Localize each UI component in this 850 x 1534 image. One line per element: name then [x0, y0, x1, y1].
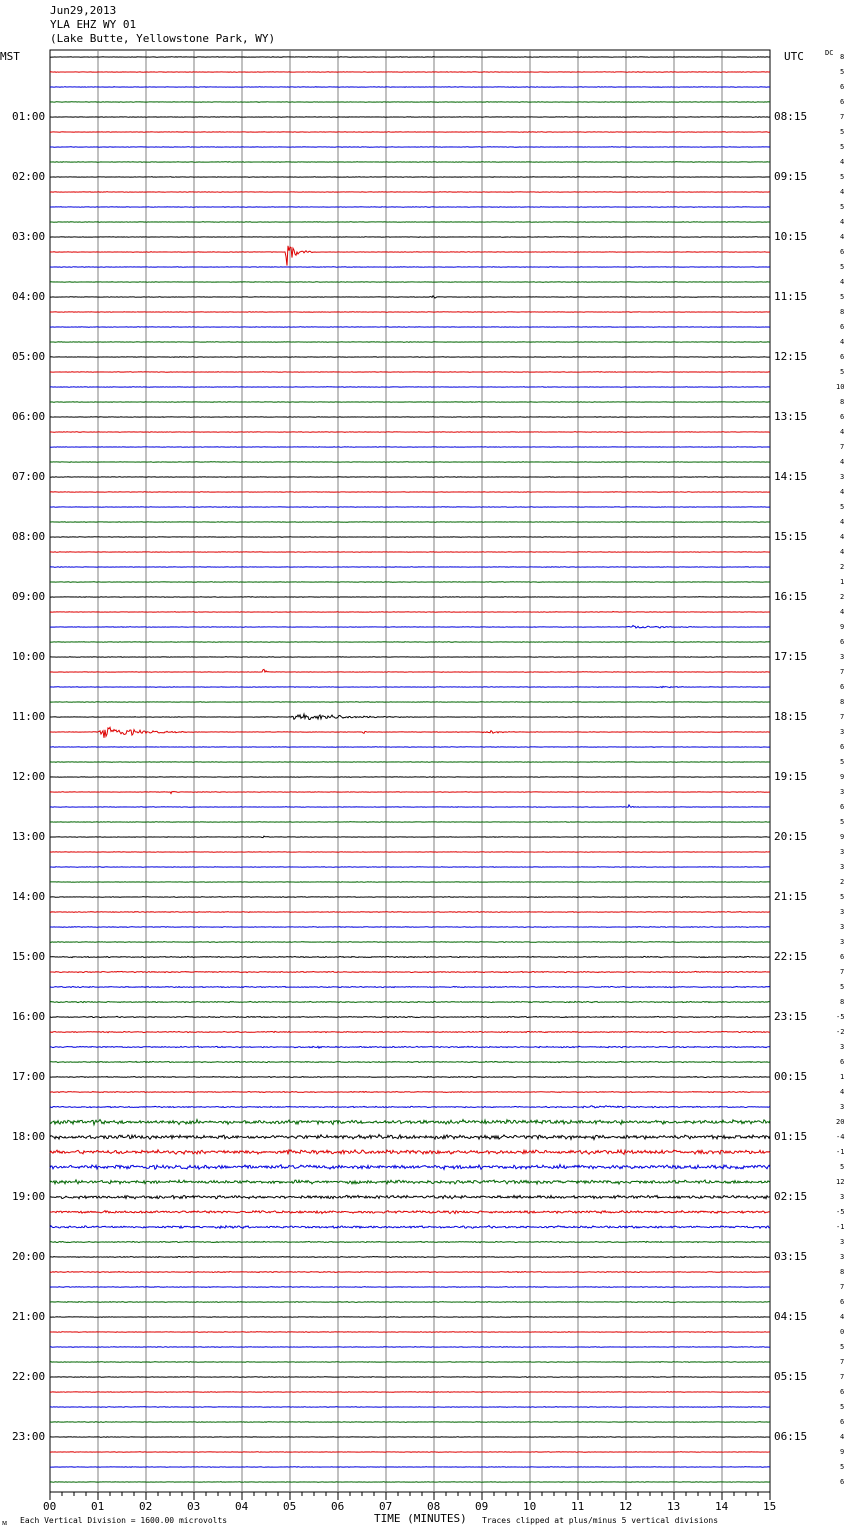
utc-hour-label: 22:15 [774, 950, 808, 963]
trace-84 [50, 1317, 770, 1318]
trace-68 [50, 1076, 770, 1077]
dc-offset-label: 6 [840, 638, 845, 646]
trace-24 [50, 417, 770, 418]
trace-44 [50, 714, 770, 719]
dc-offset-label: 6 [840, 1058, 845, 1066]
utc-hour-label: 15:15 [774, 530, 808, 543]
trace-34 [50, 567, 770, 568]
dc-offset-label: 6 [840, 1478, 845, 1486]
trace-77 [50, 1211, 770, 1214]
scale-note: Each Vertical Division = 1600.00 microvolts [20, 1516, 228, 1525]
trace-67 [50, 1061, 770, 1062]
dc-offset-label: 3 [840, 473, 845, 481]
x-tick-label: 04 [235, 1500, 249, 1513]
dc-offset-label: 6 [840, 1388, 845, 1396]
trace-79 [50, 1241, 770, 1242]
x-tick-label: 00 [43, 1500, 57, 1513]
dc-offset-label: 3 [840, 1043, 845, 1051]
dc-offset-label: -1 [836, 1148, 845, 1156]
mst-hour-label: 21:00 [12, 1310, 46, 1323]
mst-hour-label: 18:00 [12, 1130, 46, 1143]
trace-33 [50, 552, 770, 553]
mst-hour-label: 07:00 [12, 470, 46, 483]
dc-offset-label: 8 [840, 1268, 845, 1276]
dc-offset-label: 3 [840, 938, 845, 946]
x-tick-label: 10 [523, 1500, 537, 1513]
dc-offset-label: 5 [840, 128, 845, 136]
trace-47 [50, 762, 770, 763]
trace-40 [50, 657, 770, 658]
trace-54 [50, 867, 770, 868]
mst-hour-label: 12:00 [12, 770, 46, 783]
trace-86 [50, 1347, 770, 1348]
dc-offset-label: 6 [840, 803, 845, 811]
dc-offset-label: 4 [840, 488, 845, 496]
dc-offset-label: 7 [840, 1283, 845, 1291]
trace-69 [50, 1091, 770, 1092]
utc-hour-label: 21:15 [774, 890, 808, 903]
trace-38 [50, 626, 770, 629]
trace-32 [50, 537, 770, 538]
trace-28 [50, 477, 770, 478]
dc-offset-label: 4 [840, 458, 845, 466]
dc-offset-label: 9 [840, 833, 845, 841]
dc-offset-label: 5 [840, 68, 845, 76]
trace-53 [50, 852, 770, 853]
trace-76 [50, 1195, 770, 1199]
x-tick-label: 05 [283, 1500, 297, 1513]
chart-date: Jun29,2013 [50, 4, 117, 17]
trace-52 [50, 836, 770, 837]
dc-offset-label: 4 [840, 278, 845, 286]
dc-offset-label: 5 [840, 293, 845, 301]
mst-hour-label: 17:00 [12, 1070, 46, 1083]
dc-offset-label: 1 [840, 578, 845, 586]
mst-hour-label: 09:00 [12, 590, 46, 603]
trace-31 [50, 522, 770, 523]
dc-offset-label: 6 [840, 98, 845, 106]
utc-hour-label: 06:15 [774, 1430, 808, 1443]
dc-offset-label: 2 [840, 563, 845, 571]
trace-90 [50, 1407, 770, 1408]
dc-offset-label: 4 [840, 338, 845, 346]
dc-offset-label: 6 [840, 953, 845, 961]
dc-offset-label: 5 [840, 893, 845, 901]
trace-10 [50, 207, 770, 208]
dc-offset-label: 9 [840, 773, 845, 781]
utc-hour-label: 01:15 [774, 1130, 808, 1143]
utc-hour-label: 04:15 [774, 1310, 808, 1323]
trace-70 [50, 1106, 770, 1108]
dc-offset-label: 6 [840, 683, 845, 691]
trace-75 [50, 1180, 770, 1184]
trace-88 [50, 1377, 770, 1378]
trace-1 [50, 72, 770, 73]
dc-offset-label: 4 [840, 1313, 845, 1321]
mst-hour-label: 22:00 [12, 1370, 46, 1383]
trace-62 [50, 986, 770, 987]
dc-offset-label: 9 [840, 1448, 845, 1456]
trace-2 [50, 87, 770, 88]
trace-82 [50, 1287, 770, 1288]
dc-offset-label: 8 [840, 398, 845, 406]
trace-36 [50, 597, 770, 598]
trace-80 [50, 1256, 770, 1257]
trace-8 [50, 177, 770, 178]
dc-offset-label: 6 [840, 1298, 845, 1306]
dc-offset-label: 1 [840, 1073, 845, 1081]
trace-23 [50, 402, 770, 403]
dc-offset-label: 5 [840, 263, 845, 271]
mst-hour-label: 15:00 [12, 950, 46, 963]
dc-offset-label: 12 [836, 1178, 845, 1186]
trace-6 [50, 147, 770, 148]
dc-offset-label: 8 [840, 308, 845, 316]
utc-hour-label: 19:15 [774, 770, 808, 783]
trace-72 [50, 1134, 770, 1139]
utc-hour-label: 02:15 [774, 1190, 808, 1203]
trace-18 [50, 327, 770, 328]
dc-offset-label: 3 [840, 908, 845, 916]
trace-95 [50, 1482, 770, 1483]
trace-16 [50, 296, 770, 298]
utc-axis-title: UTC [784, 50, 804, 63]
dc-offset-label: 4 [840, 1433, 845, 1441]
dc-offset-label: 8 [840, 998, 845, 1006]
x-tick-label: 11 [571, 1500, 585, 1513]
trace-73 [50, 1150, 770, 1155]
mst-hour-label: 05:00 [12, 350, 46, 363]
x-tick-label: 09 [475, 1500, 489, 1513]
dc-offset-label: 3 [840, 788, 845, 796]
dc-offset-label: 4 [840, 1088, 845, 1096]
trace-60 [50, 956, 770, 957]
dc-offset-label: 6 [840, 248, 845, 256]
trace-43 [50, 702, 770, 703]
station-code: YLA EHZ WY 01 [50, 18, 137, 31]
trace-49 [50, 791, 770, 793]
trace-35 [50, 582, 770, 583]
utc-hour-label: 16:15 [774, 590, 808, 603]
trace-20 [50, 357, 770, 358]
dc-offset-label: 5 [840, 983, 845, 991]
utc-hour-label: 20:15 [774, 830, 808, 843]
trace-58 [50, 927, 770, 928]
dc-offset-label: 3 [840, 653, 845, 661]
trace-94 [50, 1467, 770, 1468]
dc-offset-label: 5 [840, 1343, 845, 1351]
x-tick-label: 14 [715, 1500, 729, 1513]
dc-offset-label: 5 [840, 173, 845, 181]
dc-offset-label: 6 [840, 743, 845, 751]
x-tick-label: 12 [619, 1500, 633, 1513]
dc-offset-label: 3 [840, 1253, 845, 1261]
dc-offset-label: 7 [840, 713, 845, 721]
trace-63 [50, 1001, 770, 1002]
dc-offset-label: 7 [840, 443, 845, 451]
utc-hour-label: 14:15 [774, 470, 808, 483]
utc-hour-label: 00:15 [774, 1070, 808, 1083]
trace-65 [50, 1031, 770, 1032]
dc-offset-label: 3 [840, 863, 845, 871]
mst-hour-label: 04:00 [12, 290, 46, 303]
utc-hour-label: 23:15 [774, 1010, 808, 1023]
dc-offset-label: 6 [840, 413, 845, 421]
dc-offset-label: 4 [840, 233, 845, 241]
dc-offset-label: -5 [836, 1013, 845, 1021]
mst-hour-label: 13:00 [12, 830, 46, 843]
trace-17 [50, 312, 770, 313]
dc-offset-label: 7 [840, 113, 845, 121]
x-tick-label: 13 [667, 1500, 681, 1513]
trace-57 [50, 912, 770, 913]
x-tick-label: 03 [187, 1500, 201, 1513]
x-tick-label: 02 [139, 1500, 153, 1513]
trace-30 [50, 507, 770, 508]
trace-5 [50, 132, 770, 133]
x-tick-label: 08 [427, 1500, 441, 1513]
dc-offset-label: 5 [840, 818, 845, 826]
clip-note: Traces clipped at plus/minus 5 vertical divisions [482, 1516, 719, 1525]
x-tick-label: 15 [763, 1500, 777, 1513]
trace-42 [50, 686, 770, 687]
trace-66 [50, 1046, 770, 1048]
utc-hour-label: 03:15 [774, 1250, 808, 1263]
dc-offset-label: 4 [840, 548, 845, 556]
dc-offset-label: 8 [840, 53, 845, 61]
dc-offset-label: 4 [840, 518, 845, 526]
dc-offset-label: 7 [840, 668, 845, 676]
trace-13 [50, 246, 770, 266]
trace-48 [50, 777, 770, 778]
dc-offset-label: 6 [840, 83, 845, 91]
dc-offset-label: 5 [840, 143, 845, 151]
dc-offset-label: 7 [840, 968, 845, 976]
trace-29 [50, 492, 770, 493]
utc-hour-label: 09:15 [774, 170, 808, 183]
trace-7 [50, 162, 770, 163]
dc-offset-label: 6 [840, 1418, 845, 1426]
utc-hour-label: 13:15 [774, 410, 808, 423]
dc-offset-label: 5 [840, 368, 845, 376]
dc-offset-label: 2 [840, 593, 845, 601]
mst-hour-label: 03:00 [12, 230, 46, 243]
dc-offset-label: 2 [840, 878, 845, 886]
utc-hour-label: 18:15 [774, 710, 808, 723]
utc-hour-label: 12:15 [774, 350, 808, 363]
trace-87 [50, 1362, 770, 1363]
mst-hour-label: 16:00 [12, 1010, 46, 1023]
dc-offset-label: 4 [840, 428, 845, 436]
mst-hour-label: 23:00 [12, 1430, 46, 1443]
mst-hour-label: 08:00 [12, 530, 46, 543]
mst-axis-title: MST [0, 50, 20, 63]
trace-51 [50, 822, 770, 823]
trace-71 [50, 1120, 770, 1125]
dc-offset-label: 10 [836, 383, 845, 391]
dc-offset-label: 5 [840, 1163, 845, 1171]
dc-offset-label: 6 [840, 353, 845, 361]
trace-12 [50, 237, 770, 238]
dc-offset-label: 8 [840, 698, 845, 706]
trace-3 [50, 102, 770, 103]
mst-hour-label: 20:00 [12, 1250, 46, 1263]
trace-22 [50, 387, 770, 388]
dc-offset-label: 5 [840, 1463, 845, 1471]
trace-45 [50, 727, 770, 738]
trace-19 [50, 342, 770, 343]
trace-56 [50, 897, 770, 898]
dc-offset-label: -1 [836, 1223, 845, 1231]
trace-0 [50, 57, 770, 58]
trace-14 [50, 267, 770, 268]
dc-offset-label: 3 [840, 1103, 845, 1111]
dc-offset-label: 4 [840, 158, 845, 166]
trace-4 [50, 117, 770, 118]
mst-hour-label: 06:00 [12, 410, 46, 423]
dc-offset-label: 6 [840, 323, 845, 331]
dc-offset-label: 5 [840, 203, 845, 211]
dc-offset-label: 4 [840, 608, 845, 616]
dc-offset-label: 4 [840, 218, 845, 226]
trace-91 [50, 1422, 770, 1423]
trace-50 [50, 805, 770, 808]
dc-offset-label: -4 [836, 1133, 845, 1141]
dc-offset-label: -2 [836, 1028, 845, 1036]
x-axis-title: TIME (MINUTES) [374, 1512, 467, 1525]
trace-83 [50, 1302, 770, 1303]
utc-hour-label: 17:15 [774, 650, 808, 663]
utc-hour-label: 11:15 [774, 290, 808, 303]
trace-61 [50, 971, 770, 972]
trace-46 [50, 747, 770, 748]
trace-59 [50, 942, 770, 943]
dc-offset-label: 5 [840, 1403, 845, 1411]
dc-offset-label: 9 [840, 623, 845, 631]
trace-26 [50, 447, 770, 448]
trace-64 [50, 1016, 770, 1017]
station-location: (Lake Butte, Yellowstone Park, WY) [50, 32, 276, 45]
trace-89 [50, 1392, 770, 1393]
dc-offset-label: 20 [836, 1118, 845, 1126]
corner-mark: ᴍ [2, 1518, 8, 1527]
trace-74 [50, 1165, 770, 1170]
mst-hour-label: 11:00 [12, 710, 46, 723]
dc-offset-label: 7 [840, 1358, 845, 1366]
trace-25 [50, 432, 770, 433]
trace-39 [50, 642, 770, 643]
dc-offset-label: 3 [840, 1193, 845, 1201]
x-tick-label: 07 [379, 1500, 393, 1513]
trace-21 [50, 372, 770, 373]
dc-offset-label: 0 [840, 1328, 845, 1336]
mst-hour-label: 01:00 [12, 110, 46, 123]
dc-offset-label: 3 [840, 848, 845, 856]
utc-hour-label: 08:15 [774, 110, 808, 123]
x-tick-label: 06 [331, 1500, 345, 1513]
trace-41 [50, 669, 770, 672]
utc-hour-label: 05:15 [774, 1370, 808, 1383]
dc-offset-label: 4 [840, 533, 845, 541]
dc-offset-label: 3 [840, 923, 845, 931]
x-tick-label: 01 [91, 1500, 105, 1513]
mst-hour-label: 14:00 [12, 890, 46, 903]
dc-offset-label: 5 [840, 758, 845, 766]
trace-85 [50, 1332, 770, 1333]
mst-hour-label: 19:00 [12, 1190, 46, 1203]
dc-offset-label: 3 [840, 728, 845, 736]
trace-78 [50, 1226, 770, 1229]
trace-37 [50, 611, 770, 612]
dc-offset-label: 4 [840, 188, 845, 196]
dc-axis-title: DC [825, 49, 834, 57]
trace-55 [50, 882, 770, 883]
dc-offset-label: 5 [840, 503, 845, 511]
dc-offset-label: -5 [836, 1208, 845, 1216]
mst-hour-label: 10:00 [12, 650, 46, 663]
trace-9 [50, 192, 770, 193]
trace-27 [50, 462, 770, 463]
dc-offset-label: 7 [840, 1373, 845, 1381]
trace-81 [50, 1271, 770, 1272]
utc-hour-label: 10:15 [774, 230, 808, 243]
trace-93 [50, 1452, 770, 1453]
dc-offset-label: 3 [840, 1238, 845, 1246]
trace-11 [50, 222, 770, 223]
trace-92 [50, 1437, 770, 1438]
trace-15 [50, 282, 770, 283]
mst-hour-label: 02:00 [12, 170, 46, 183]
